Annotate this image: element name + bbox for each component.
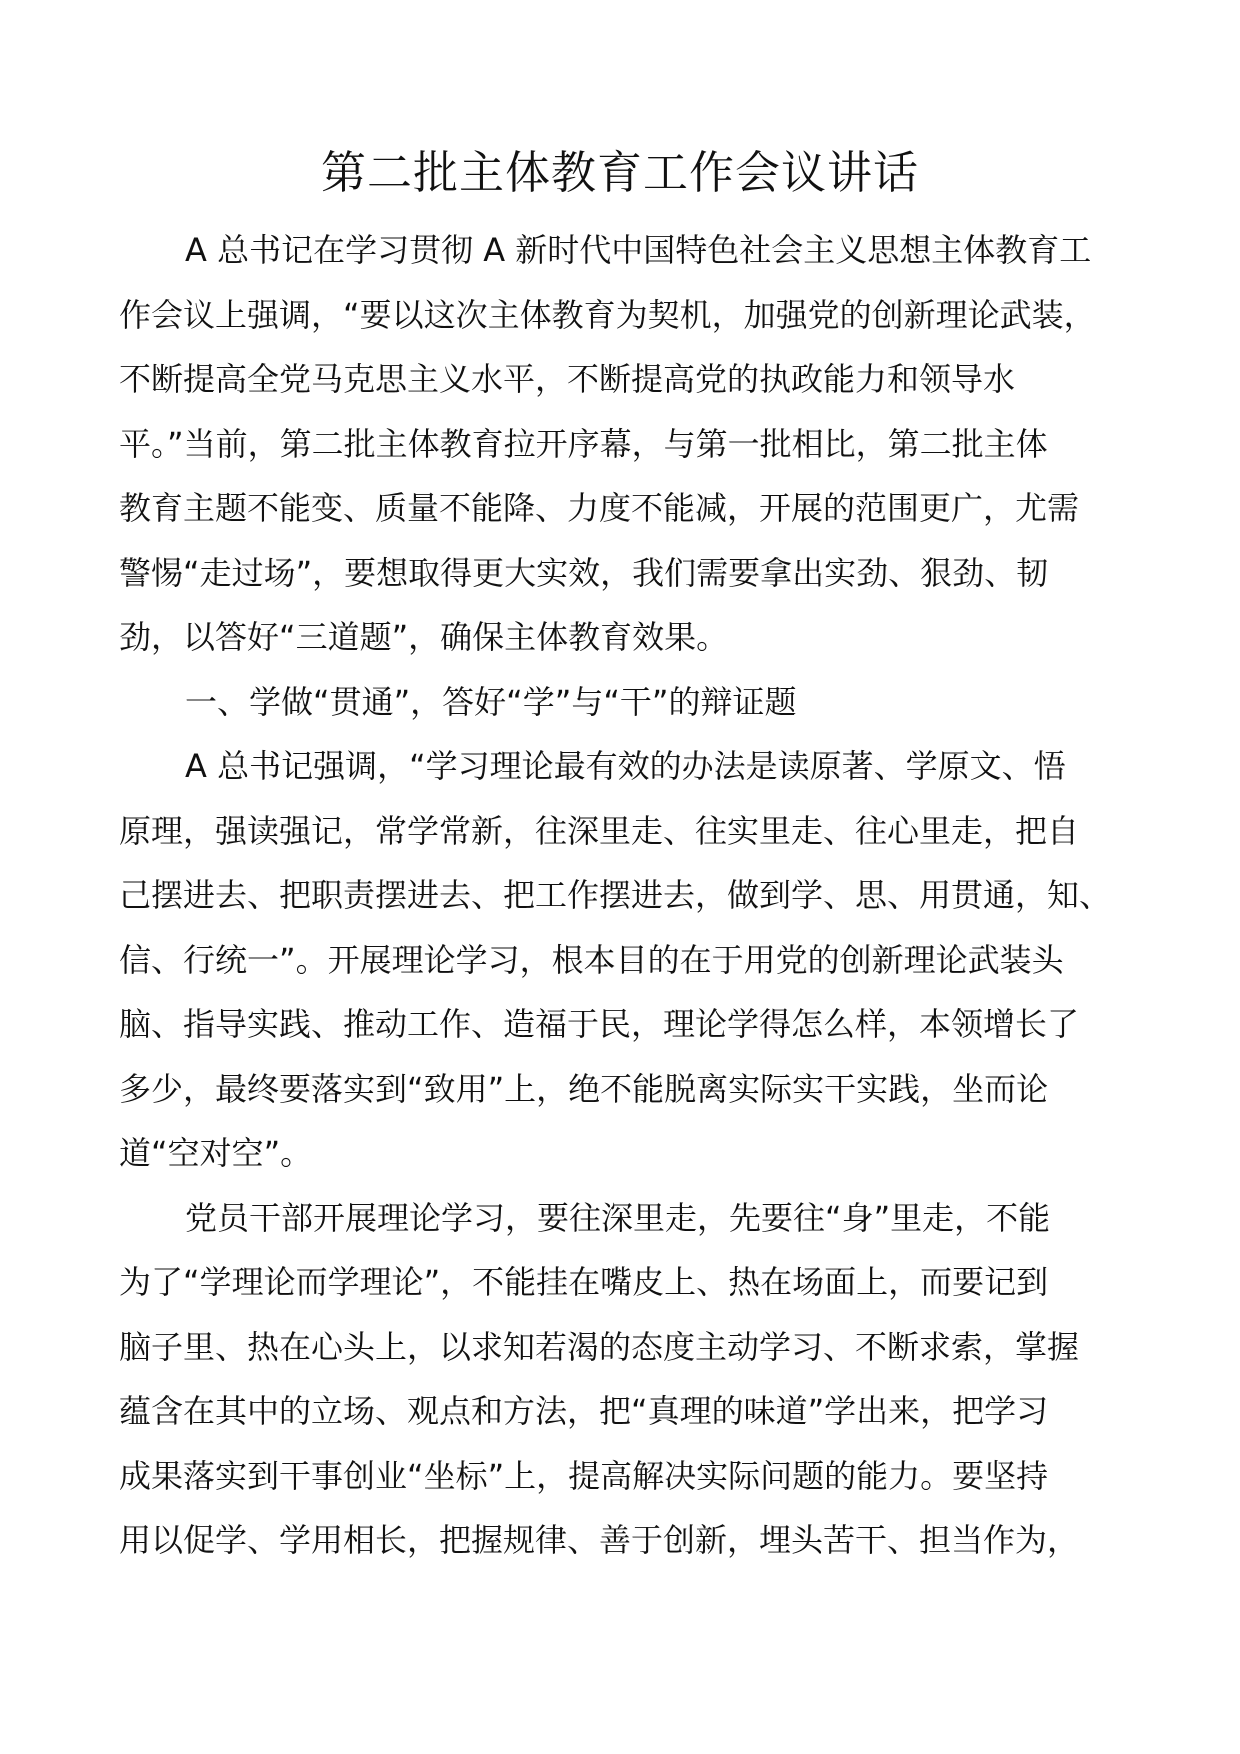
text-line: A 总书记强调，“学习理论最有效的办法是读原著、学原文、悟 [185,747,1066,785]
text-line: 己摆进去、把职责摆进去、把工作摆进去，做到学、思、用贯通，知、 [119,876,1112,914]
text-line: 脑、指导实践、推动工作、造福于民，理论学得怎么样，本领增长了 [119,1005,1080,1043]
text-line: 道“空对空”。 [119,1134,313,1172]
paragraph-cadres [119,1186,1119,1573]
document-title: 第二批主体教育工作会议讲话 [320,146,919,199]
text-line: 用以促学、学用相长，把握规律、善于创新，埋头苦干、担当作为， [119,1521,1080,1559]
paragraph-intro [119,218,1119,670]
text-line: 多少，最终要落实到“致用”上，绝不能脱离实际实干实践，坐而论 [119,1069,1049,1108]
heading-text: 一、学做“贯通”，答好“学”与“干”的辩证题 [185,682,797,721]
text-line: 教育主题不能变、质量不能降、力度不能减，开展的范围更广，尤需 [119,489,1080,527]
text-line: 信、行统一”。开展理论学习，根本目的在于用党的创新理论武装头 [119,940,1064,979]
text-line: 原理，强读强记，常学常新，往深里走、往实里走、往心里走，把自 [119,811,1080,850]
text-line: A 总书记在学习贯彻 A 新时代中国特色社会主义思想主体教育工 [185,231,1092,269]
section-heading [119,670,1119,735]
text-line: 为了“学理论而学理论”，不能挂在嘴皮上、热在场面上，而要记到 [119,1263,1049,1301]
text-line: 警惕“走过场”，要想取得更大实效，我们需要拿出实劲、狠劲、韧 [119,553,1049,592]
text-line: 成果落实到干事创业“坐标”上，提高解决实际问题的能力。要坚持 [119,1456,1049,1495]
text-line: 劲，以答好“三道题”，确保主体教育效果。 [119,618,729,656]
document-body [119,218,1119,1573]
text-line: 作会议上强调，“要以这次主体教育为契机，加强党的创新理论武装， [119,295,1096,334]
paragraph-quote [119,734,1119,1186]
text-line: 党员干部开展理论学习，要往深里走，先要往“身”里走，不能 [185,1198,1051,1237]
text-line: 不断提高全党马克思主义水平，不断提高党的执政能力和领导水 [119,360,1016,398]
text-line: 蕴含在其中的立场、观点和方法，把“真理的味道”学出来，把学习 [119,1392,1049,1430]
text-line: 脑子里、热在心头上，以求知若渴的态度主动学习、不断求索，掌握 [119,1327,1080,1366]
text-line: 平。”当前，第二批主体教育拉开序幕，与第一批相比，第二批主体 [119,424,1048,463]
